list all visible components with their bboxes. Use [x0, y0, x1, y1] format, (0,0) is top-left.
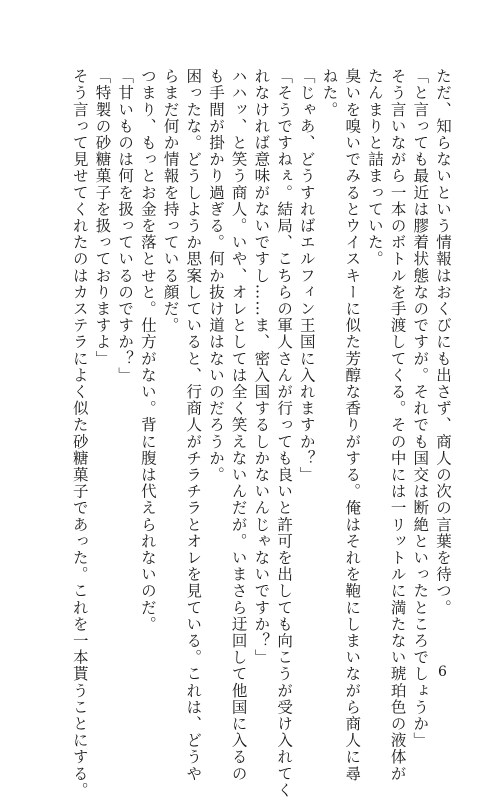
text-line: 「そうですねぇ。結局、こちらの軍人さんが行っても良いと許可を出しても向こうが受け入れてく: [275, 68, 294, 798]
text-line: 「と言っても最近は膠着状態なのですが。それでも国交は断絶といったところでしょうか」: [411, 68, 430, 749]
text-line: 臭いを嗅いでみるとウイスキーに似た芳醇な香りがする。俺はそれを鞄にしまいながら商人に尋: [343, 68, 362, 782]
text-line: も手間が掛かり過ぎる。何か抜け道はないのだろうか。: [206, 68, 225, 483]
text-line: ねた。: [320, 68, 339, 118]
text-line: ハハッ、と笑う商人。いや、オレとしては全く笑えないんだが。いまさら迂回して他国に入るの: [229, 68, 248, 782]
text-line: そう言って見せてくれたのはカステラによく似た砂糖菓子であった。これを一本貰うことにする。: [70, 68, 89, 798]
text-line: つまり、もっとお金を落とせと。仕方がない。背に腹は代えられないのだ。: [138, 68, 157, 633]
text-line: れなければ意味がないですし……ま、密入国するしかないんじゃないですか？」: [252, 68, 271, 666]
text-line: らまだ何か情報を持っている顔だ。: [161, 68, 180, 334]
text-line: そう言いながら一本のボトルを手渡してくる。その中には一リットルに満たない琥珀色の液体が: [388, 68, 407, 782]
body-text: [68, 68, 454, 798]
text-line: たんまりと詰まっていた。: [365, 68, 384, 268]
text-line: 「甘いものは何を扱っているのですか？」: [116, 68, 135, 384]
text-line: ただ、知らないという情報はおくびにも出さず、商人の次の言葉を待つ。: [434, 68, 452, 616]
text-line: 「じゃあ、どうすればエルフィン王国に入れますか？」: [297, 68, 316, 483]
text-line: 「特製の砂糖菓子を扱っておりますよ」: [93, 68, 112, 367]
text-line: 困ったな。どうしようか思案していると、行商人がチラチラとオレを見ている。これは、どうや: [184, 68, 203, 782]
page-number: 6: [438, 664, 447, 680]
